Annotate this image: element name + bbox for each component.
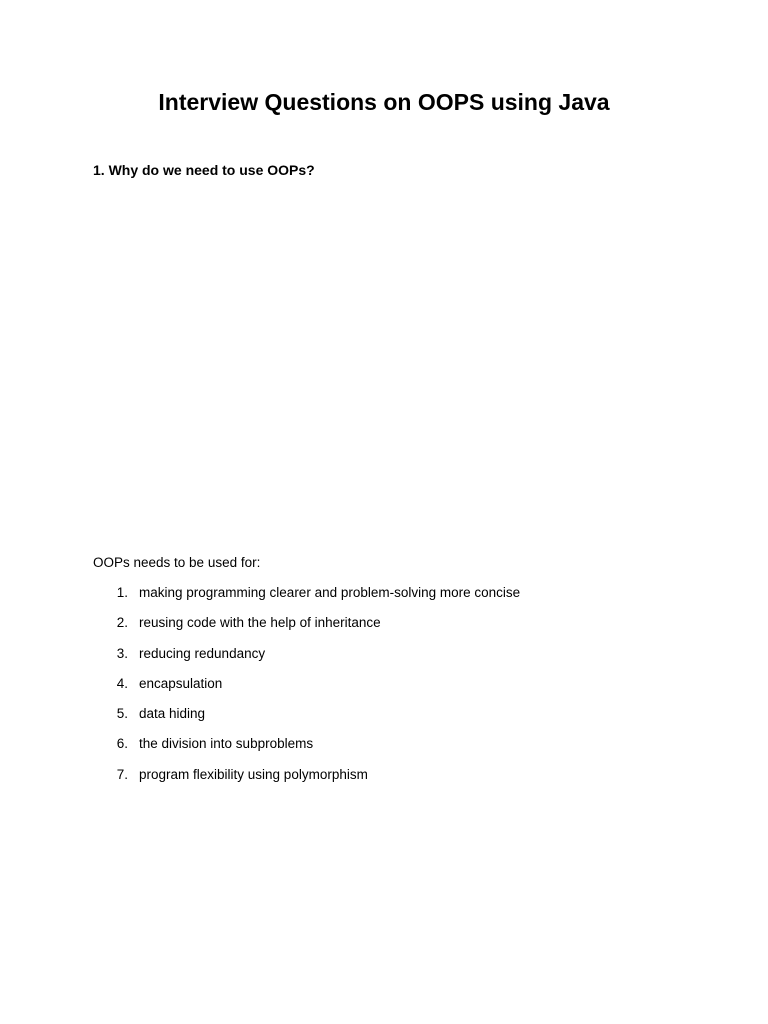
intro-text: OOPs needs to be used for: (93, 555, 261, 570)
list-item (0, 644, 768, 674)
list-item (0, 765, 768, 795)
list-item-number: 1. (116, 585, 128, 600)
list-item-text: data hiding (139, 706, 206, 722)
list-item-number: 5. (116, 706, 128, 722)
list-item-number: 6. (116, 736, 128, 752)
list-item-text: encapsulation (139, 675, 223, 691)
list-item-number: 7. (116, 766, 128, 782)
list-item (0, 583, 768, 613)
list-item-number: 4. (116, 675, 128, 691)
list-item-number: 3. (116, 645, 128, 661)
reason-list (0, 583, 768, 795)
list-item-text: reducing redundancy (139, 645, 266, 661)
list-item (0, 613, 768, 643)
document-title: Interview Questions on OOPS using Java (158, 89, 610, 115)
list-item-text: the division into subproblems (139, 736, 314, 752)
list-item-number: 2. (116, 615, 128, 631)
list-item-text: reusing code with the help of inheritance (139, 615, 381, 631)
list-item-text: program flexibility using polymorphism (139, 766, 368, 782)
question-heading: 1. Why do we need to use OOPs? (93, 162, 315, 178)
list-item (0, 734, 768, 764)
list-item (0, 674, 768, 704)
list-item (0, 704, 768, 734)
list-item-text: making programming clearer and problem-solving more concise (139, 585, 521, 600)
